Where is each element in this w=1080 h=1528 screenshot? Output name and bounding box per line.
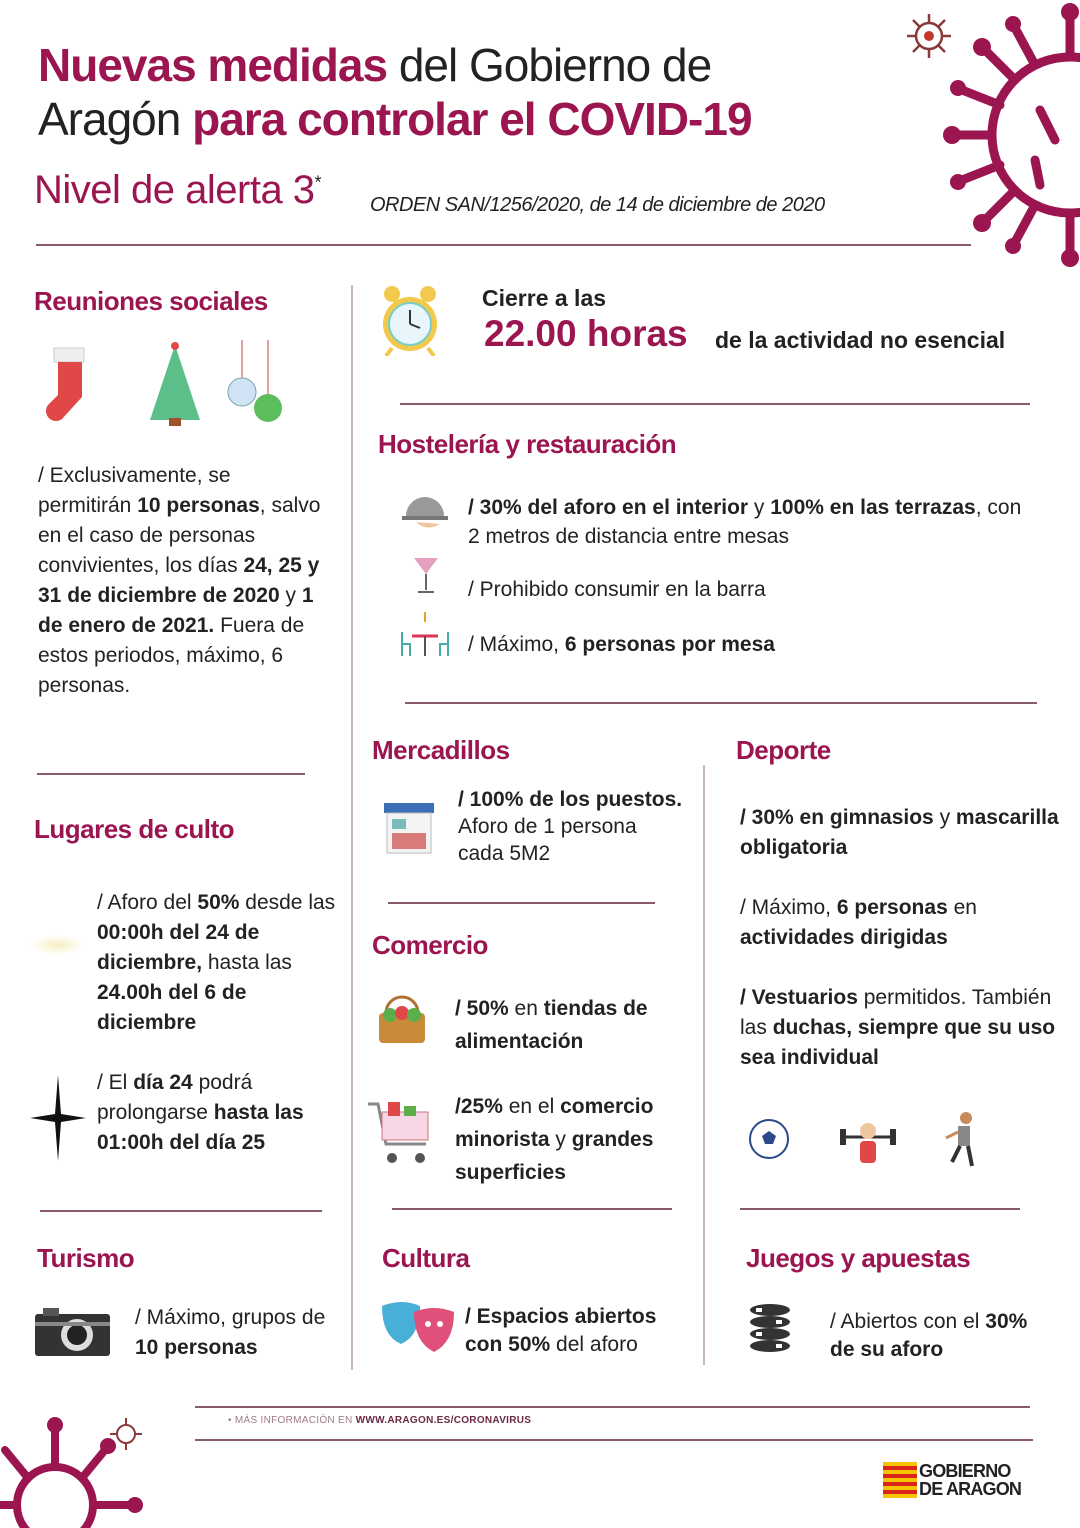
culto-item-1 — [97, 888, 342, 1038]
text-segment: grandes superficies — [455, 1128, 654, 1184]
cocktail-icon — [412, 552, 440, 594]
text-segment: comercio minorista — [455, 1095, 654, 1151]
virus-icon-large — [940, 0, 1080, 270]
text-segment: en el — [502, 1095, 561, 1118]
title-line-1 — [38, 38, 711, 92]
text-segment: hasta las 01:00h del día 25 — [97, 1101, 304, 1154]
deporte-item-3 — [740, 983, 1060, 1073]
text-segment: / Aforo del — [97, 891, 198, 914]
alert-asterisk: * — [314, 172, 322, 193]
section-title-turismo: Turismo — [37, 1243, 135, 1273]
soccer-ball-icon — [748, 1118, 790, 1160]
alert-level-text: Nivel de alerta 3 — [34, 168, 315, 212]
text-segment: / Máximo, — [468, 633, 565, 656]
text-segment: /25% — [455, 1095, 503, 1118]
text-segment: Aforo de 1 persona cada 5M2 — [458, 815, 637, 865]
closing-line-1: Cierre a las — [482, 285, 607, 311]
text-segment: , salvo en el caso de personas convivientes, los días — [38, 494, 321, 577]
table-chairs-icon — [400, 612, 450, 658]
text-segment: / 30% del aforo en el interior — [468, 496, 749, 519]
section-title-reuniones: Reuniones sociales — [34, 286, 268, 316]
text-segment: 6 personas por mesa — [564, 633, 775, 656]
more-info-label: MÁS INFORMACIÓN EN — [234, 1415, 356, 1426]
section-title-comercio: Comercio — [372, 930, 488, 960]
alert-level — [34, 168, 321, 213]
text-segment: / Máximo, — [740, 896, 837, 919]
text-segment: día 24 — [133, 1071, 193, 1094]
text-segment: 50% — [197, 891, 240, 914]
text-segment: desde las — [239, 891, 336, 914]
divider — [392, 1208, 672, 1210]
text-segment: Aragón — [38, 93, 193, 145]
weightlifter-icon — [838, 1115, 898, 1165]
hosteleria-item-1 — [468, 493, 1038, 551]
section-title-cultura: Cultura — [382, 1243, 470, 1273]
market-stall-icon — [384, 803, 434, 855]
section-title-mercadillos: Mercadillos — [372, 735, 510, 765]
deporte-item-1 — [740, 803, 1060, 863]
divider — [40, 1210, 322, 1212]
divider — [405, 702, 1037, 704]
section-title-deporte: Deporte — [736, 735, 831, 765]
divider — [388, 902, 655, 904]
divider — [400, 403, 1030, 405]
text-segment: y — [933, 806, 956, 829]
runner-icon — [940, 1110, 980, 1170]
food-cloche-icon — [402, 492, 448, 532]
text-segment: permitidos. También las — [740, 986, 1052, 1039]
text-segment: actividades dirigidas — [740, 926, 948, 949]
column-divider — [351, 285, 353, 1370]
order-reference: ORDEN SAN/1256/2020, de 14 de diciembre de 2020 — [370, 194, 825, 216]
ornament-icon — [228, 340, 282, 422]
alarm-clock-icon — [380, 284, 440, 356]
glow-icon — [30, 935, 85, 955]
more-info: • MÁS INFORMACIÓN EN WWW.ARAGON.ES/CORONAVIRUS — [228, 1415, 532, 1426]
text-segment: para controlar el COVID-19 — [192, 93, 752, 145]
text-segment: 10 personas — [135, 1336, 258, 1359]
text-segment: / Espacios abiertos con 50% — [465, 1305, 657, 1356]
hosteleria-item-2 — [468, 575, 766, 605]
turismo-text — [135, 1303, 335, 1363]
juegos-text — [830, 1308, 1030, 1364]
text-segment: 6 personas — [836, 896, 948, 919]
stocking-icon — [46, 348, 84, 421]
logo-text: GOBIERNO DE ARAGON — [919, 1461, 1022, 1499]
divider — [37, 773, 305, 775]
grocery-basket-icon — [376, 993, 428, 1045]
text-segment: mascarilla obligatoria — [740, 806, 1059, 859]
reuniones-text — [38, 461, 323, 701]
virus-icon-bottom — [0, 1410, 150, 1528]
text-segment: 30% de su aforo — [830, 1310, 1028, 1361]
divider — [195, 1439, 1033, 1441]
text-segment: / Prohibido consumir en la barra — [468, 578, 766, 601]
section-title-hosteleria: Hostelería y restauración — [378, 429, 677, 459]
text-segment: / 100% de los puestos. — [458, 788, 683, 811]
text-segment: en — [508, 997, 544, 1020]
text-segment: , con 2 metros de distancia entre mesas — [468, 496, 1022, 548]
text-segment: 24, 25 y 31 de diciembre de 2020 — [38, 554, 320, 607]
camera-icon — [35, 1308, 110, 1356]
text-segment: / 50% — [455, 997, 509, 1020]
divider — [36, 244, 971, 246]
christmas-icons — [40, 340, 290, 430]
comercio-item-2 — [455, 1090, 700, 1189]
text-segment: podrá prolongarse — [97, 1071, 253, 1124]
shopping-cart-icon — [368, 1100, 432, 1166]
text-segment: / Exclusivamente, se permitirán — [38, 464, 231, 517]
column-divider — [703, 765, 705, 1365]
text-segment: y — [549, 1128, 572, 1151]
comercio-item-1 — [455, 992, 695, 1058]
text-segment: 1 de enero de 2021. — [38, 584, 314, 637]
text-segment: y — [279, 584, 302, 607]
christmas-tree-icon — [150, 342, 200, 426]
aragon-flag-icon — [883, 1462, 917, 1498]
text-segment: / El — [97, 1071, 134, 1094]
text-segment: / Abiertos con el — [830, 1310, 986, 1333]
poker-chips-icon — [748, 1302, 792, 1358]
mercadillos-text — [458, 786, 683, 867]
section-title-juegos: Juegos y apuestas — [746, 1243, 971, 1273]
text-segment: 24.00h del 6 de diciembre — [97, 981, 247, 1034]
closing-suffix: de la actividad no esencial — [715, 327, 1006, 353]
closing-time: 22.00 horas — [484, 313, 688, 354]
deporte-item-2 — [740, 893, 1060, 953]
text-segment: / Vestuarios — [740, 986, 858, 1009]
text-segment: 10 personas — [137, 494, 260, 517]
culto-item-2 — [97, 1068, 337, 1158]
text-segment: hasta las — [202, 951, 292, 974]
divider — [195, 1406, 1030, 1408]
title-line-2 — [38, 92, 752, 146]
text-segment: del aforo — [550, 1333, 638, 1356]
star-icon — [30, 1075, 86, 1161]
text-segment: / 30% en gimnasios — [740, 806, 934, 829]
text-segment: 00:00h del 24 de diciembre, — [97, 921, 260, 974]
hosteleria-item-3 — [468, 630, 775, 660]
section-title-culto: Lugares de culto — [34, 814, 235, 844]
text-segment: y — [748, 496, 771, 519]
text-segment: Nuevas medidas — [38, 39, 388, 91]
virus-icon-small — [905, 12, 953, 60]
text-segment: Fuera de estos periodos, máximo, 6 personas. — [38, 614, 305, 697]
text-segment: tiendas de alimentación — [455, 997, 648, 1053]
text-segment: en — [947, 896, 977, 919]
cultura-text — [465, 1303, 690, 1359]
gobierno-aragon-logo — [883, 1462, 1034, 1498]
text-segment: duchas, siempre que su uso sea individual — [740, 1016, 1056, 1069]
text-segment: / Máximo, grupos de — [135, 1306, 326, 1329]
theater-masks-icon — [380, 1300, 456, 1354]
text-segment: 100% en las terrazas — [770, 496, 976, 519]
text-segment: del Gobierno de — [387, 39, 712, 91]
more-info-link[interactable]: WWW.ARAGON.ES/CORONAVIRUS — [355, 1415, 532, 1426]
divider — [740, 1208, 1020, 1210]
